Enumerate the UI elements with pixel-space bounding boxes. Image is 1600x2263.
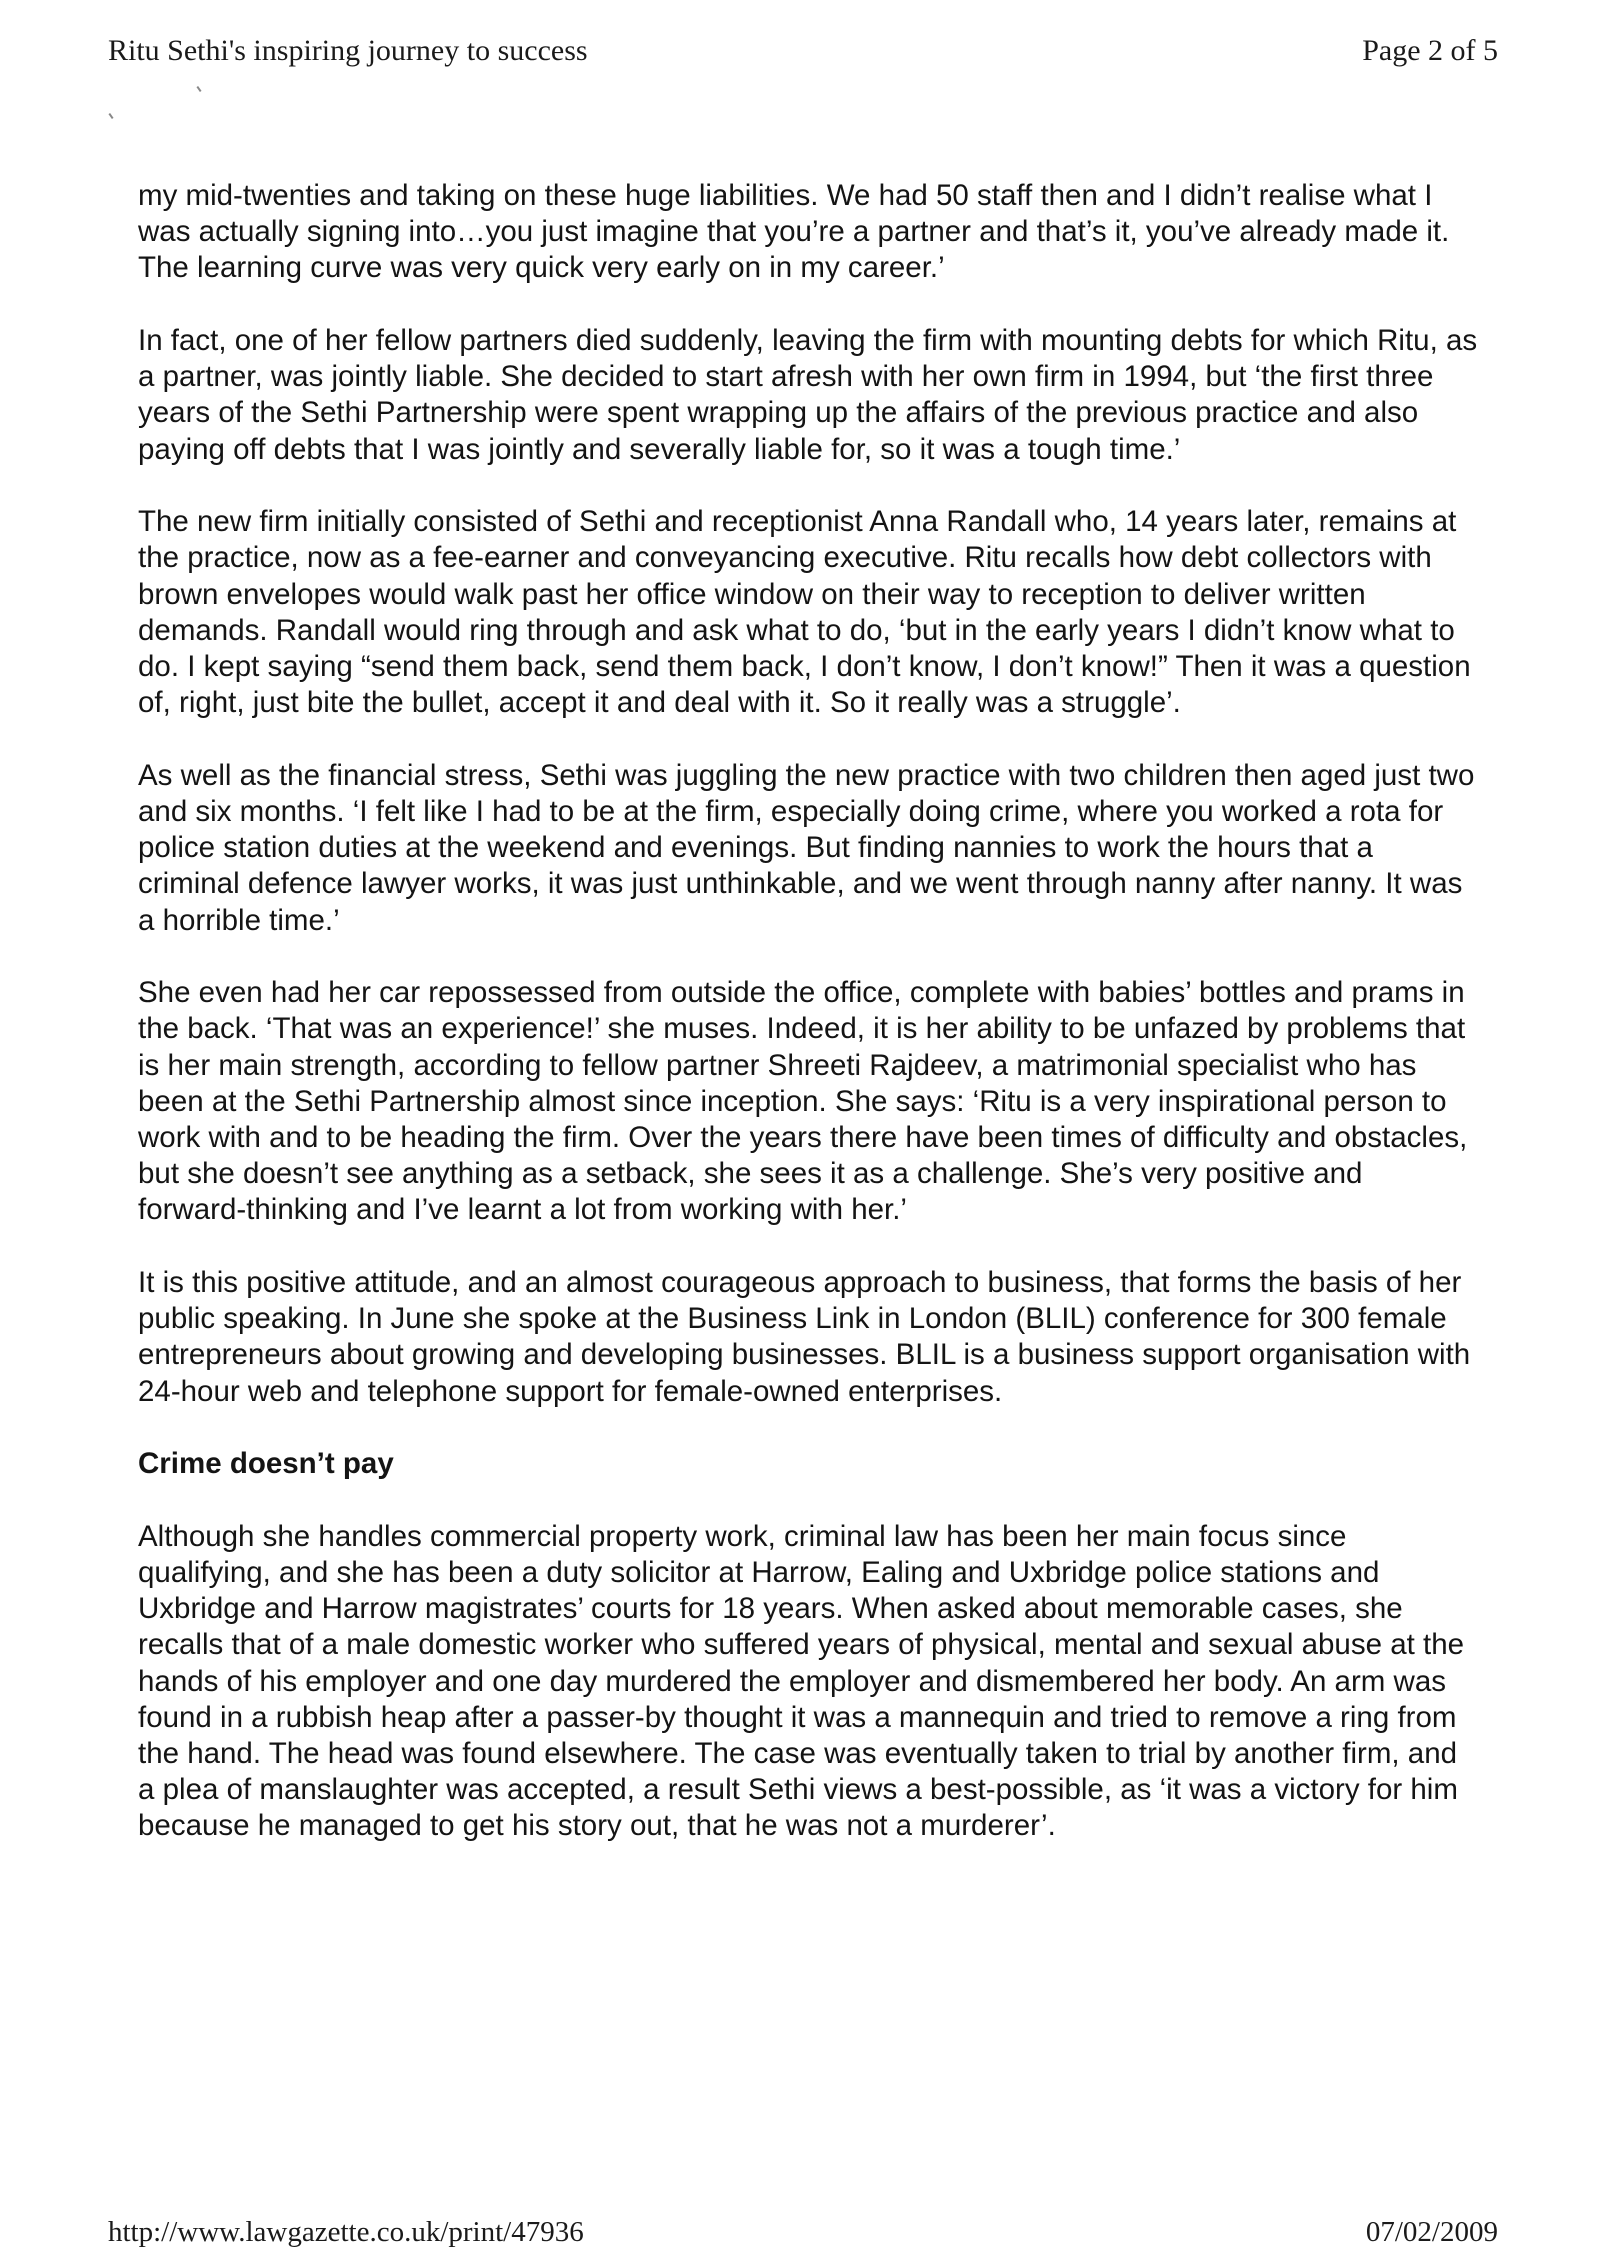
paragraph: As well as the financial stress, Sethi was juggling the new practice with two children then aged just two and six months. ‘I felt like I had to be at the firm, especially doing crime, where you worked a rota for police station duties at the weekend and evenings. But finding nannies to work the hours that a criminal defence lawyer works, it was just unthinkable, and we went through nanny after nanny. It was a horrible time.’	[138, 758, 1475, 937]
paragraph: In fact, one of her fellow partners died suddenly, leaving the firm with mounting debts for which Ritu, as a partner, was jointly liable. She decided to start afresh with her own firm in 1994, but ‘the first three years of the Sethi Partnership were spent wrapping up the affairs of the previous practice and also paying off debts that I was jointly and severally liable for, so it was a tough time.’	[138, 324, 1478, 466]
print-date: 07/02/2009	[1365, 2216, 1498, 2248]
source-url: http://www.lawgazette.co.uk/print/47936	[108, 2216, 584, 2248]
page-number: Page 2 of 5	[1362, 34, 1498, 67]
page-header	[108, 34, 1498, 78]
paragraph: my mid-twenties and taking on these huge liabilities. We had 50 staff then and I didn’t realise what I was actually signing into…you just imagine that you’re a partner and that’s it, you’ve already made it. The learning curve was very quick very early on in my career.’	[138, 179, 1450, 285]
scan-mark	[108, 113, 113, 119]
paragraph: It is this positive attitude, and an almost courageous approach to business, that forms the basis of her public speaking. In June she spoke at the Business Link in London (BLIL) conference for 300 female entrepreneurs about growing and developing businesses. BLIL is a business support organisation with 24-hour web and telephone support for female-owned enterprises.	[138, 1266, 1471, 1408]
paragraph: The new firm initially consisted of Sethi and receptionist Anna Randall who, 14 years later, remains at the practice, now as a fee-earner and conveyancing executive. Ritu recalls how debt collectors with brown envelopes would walk past her office window on their way to reception to deliver written demands. Randall would ring through and ask what to do, ‘but in the early years I didn’t know what to do. I kept saying “send them back, send them back, I don’t know, I don’t know!” Then it was a question of, right, just bite the bullet, accept it and deal with it. So it really was a struggle’.	[138, 505, 1471, 720]
article-body	[138, 178, 1478, 1881]
scan-mark	[196, 86, 201, 92]
document-title: Ritu Sethi's inspiring journey to success	[108, 34, 588, 67]
paragraph: Although she handles commercial property work, criminal law has been her main focus since qualifying, and she has been a duty solicitor at Harrow, Ealing and Uxbridge police stations and Uxbridge and Harrow magistrates’ courts for 18 years. When asked about memorable cases, she recalls that of a male domestic worker who suffered years of physical, mental and sexual abuse at the hands of his employer and one day murdered the employer and dismembered her body. An arm was found in a rubbish heap after a passer-by thought it was a mannequin and tried to remove a ring from the hand. The head was found elsewhere. The case was eventually taken to trial by another firm, and a plea of manslaughter was accepted, a result Sethi views a best-possible, as ‘it was a victory for him because he managed to get his story out, that he was not a murderer’.	[138, 1519, 1465, 1843]
page-footer	[108, 2216, 1498, 2256]
section-subheading: Crime doesn’t pay	[138, 1447, 394, 1481]
paragraph: She even had her car repossessed from outside the office, complete with babies’ bottles and prams in the back. ‘That was an experience!’ she muses. Indeed, it is her ability to be unfazed by problems that is her main strength, according to fellow partner Shreeti Rajdeev, a matrimonial specialist who has been at the Sethi Partnership almost since inception. She says: ‘Ritu is a very inspirational person to work with and to be heading the firm. Over the years there have been times of difficulty and obstacles, but she doesn’t see anything as a setback, she sees it as a challenge. She’s very positive and forward-thinking and I’ve learnt a lot from working with her.’	[138, 976, 1468, 1227]
